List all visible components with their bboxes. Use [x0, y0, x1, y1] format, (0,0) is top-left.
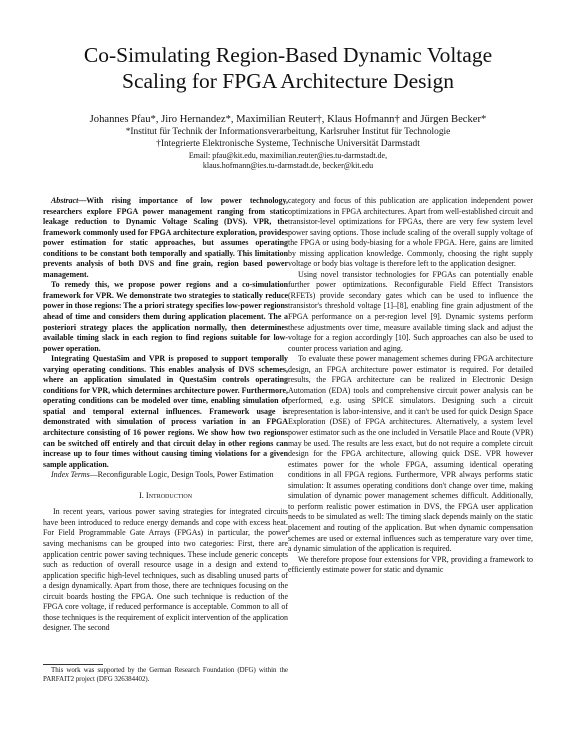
intro-paragraph-3: Using novel transistor technologies for FPGAs can potentially enable further power optimizations. Reconfigurable Field Effect Transistors (RFETs) provide secondary gates which can be used to influence the transistor's threshold voltage [1]–[8], enabling fine grain adjustment of the FPGA performance on a per-region level [9]. Dynamic systems perform these adjustments over time, measure available timing slack and adjust the voltage for a region accordingly [10]. Such approaches can also be used to counter process variation and aging. [288, 269, 533, 353]
abstract-label: Abstract [51, 196, 79, 205]
left-column [43, 196, 288, 634]
abstract-text-1: —With rising importance of low power technology, researchers explore FPGA power management ranging from static leakage reduction to Dynamic Voltage Scaling (DVS). VPR, the framework commonly used for FPGA architecture exploration, provides power estimation for static approaches, but assumes operating conditions to be constant both temporally and spatially. This limitation prevents analysis of both DVS and fine grain, region based power management. [43, 196, 288, 279]
paper-title [0, 42, 576, 94]
abstract-paragraph-1 [43, 196, 288, 280]
email-line-1: Email: pfau@kit.edu, maximilian.reuter@ies.tu-darmstadt.de, [188, 151, 388, 160]
abstract-paragraph-3: Integrating QuestaSim and VPR is proposed to support temporally varying operating conditions. This enables analysis of DVS schemes, where an application simulated in QuestaSim controls operating conditions for VPR, which determines architecture power. Furthermore, operating conditions can be modeled over time, enabling simulation of spatial and temporal external influences. Framework usage is demonstrated with simulation of process variation in an FPGA architecture consisting of 16 power regions. We show how two regions can be switched off entirely and that circuit delay in other regions can increase up to four times without causing timing violations for a given sample application. [43, 354, 288, 469]
intro-paragraph-2: category and focus of this publication are application independent power optimizations in FPGA architectures. Apart from well-established circuit and transistor-level optimizations for FPGAs, there are very few system level power saving options. Those include scaling of the overall supply voltage of the FPGA or using body-biasing for a whole FPGA. Here, gains are limited by missing application knowledge. Commonly, choosing the right supply voltage or body bias voltage is therefore left to the application designer. [288, 196, 533, 269]
index-terms-label: Index Terms [51, 470, 90, 480]
intro-paragraph-1: In recent years, various power saving strategies for integrated circuits have been introduced to reduce energy demands and cope with excess heat. For Field Programmable Gate Arrays (FPGAs) in particular, the power saving mechanisms can be grouped into two categories: First, there are application centric power saving techniques. These include generic concepts such as reduction of overall resource usage in a design and extend to application specific high-level techniques, such as disabling unused parts of a design dynamically. Apart from those, there are techniques focusing on the circuit boards hosting the FPGA. One such technique is reduction of the FPGA core voltage, if reduced performance is acceptable. Common to all of those techniques is the requirement of explicit intervention of the application designer. The second [43, 507, 288, 633]
email-line-2: klaus.hofmann@ies.tu-darmstadt.de, becker@kit.edu [202, 161, 374, 170]
index-terms [43, 470, 288, 481]
title-line-2: Scaling for FPGA Architecture Design [121, 69, 454, 93]
footnote [43, 664, 288, 684]
footnote-text: This work was supported by the German Research Foundation (DFG) within the PARFAIT2 project (DFG 326384402). [43, 667, 288, 683]
abstract-paragraph-2: To remedy this, we propose power regions and a co-simulation framework for VPR. We demonstrate two strategies to statically reduce power in those regions: The a priori strategy specifies low-power regions ahead of time and considers them during application placement. The a posteriori strategy places the application normally, then determines available timing slack in each region to find regions suitable for low-power operation. [43, 280, 288, 353]
index-terms-text: —Reconfigurable Logic, Design Tools, Power Estimation [89, 470, 274, 480]
title-line-1: Co-Simulating Region-Based Dynamic Voltage [83, 43, 493, 67]
intro-paragraph-4: To evaluate these power management schemes during FPGA architecture design, an FPGA architecture power estimator is required. For detailed results, the FPGA architecture can be realized in Electronic Design Automation (EDA) tools and comprehensive circuit power analysis can be performed, e.g. using SPICE simulators. Designing such a circuit representation is labor-intensive, and it can't be used for quick Design Space Exploration (DSE) of FPGA architectures. Alternatively, a system level power estimator such as the one included in Versatile Place and Route (VPR) may be used. The results are less exact, but do not require a complete circuit design for the FPGA architecture, allowing quick DSE. VPR however estimates power for the whole FPGA, assuming identical operating conditions in all FPGA regions. Furthermore, VPR always performs static simulation: It assumes operating conditions don't change over time, making simulation of dynamic power management schemes difficult. Additionally, to perform realistic power estimation in DVS, the FPGA user application needs to be simulated as well: The timing slack depends mainly on the static placement and routing of the application. But when dynamic compensation schemes are used or external influences such as temperature vary over time, a dynamic simulation of the application is required. [288, 354, 533, 554]
affiliation-tud: †Integrierte Elektronische Systeme, Technische Universität Darmstadt [156, 139, 420, 149]
right-column [288, 196, 533, 576]
footnote-rule [43, 664, 103, 665]
author-list: Johannes Pfau*, Jiro Hernandez*, Maximilian Reuter†, Klaus Hofmann† and Jürgen Becker* [89, 114, 487, 125]
section-heading-introduction: I. Introduction [138, 490, 193, 500]
intro-paragraph-5: We therefore propose four extensions for VPR, providing a framework to efficiently estimate power for static and dynamic [288, 554, 533, 575]
affiliation-kit: *Institut für Technik der Informationsverarbeitung, Karlsruher Institut für Technologie [125, 127, 451, 137]
